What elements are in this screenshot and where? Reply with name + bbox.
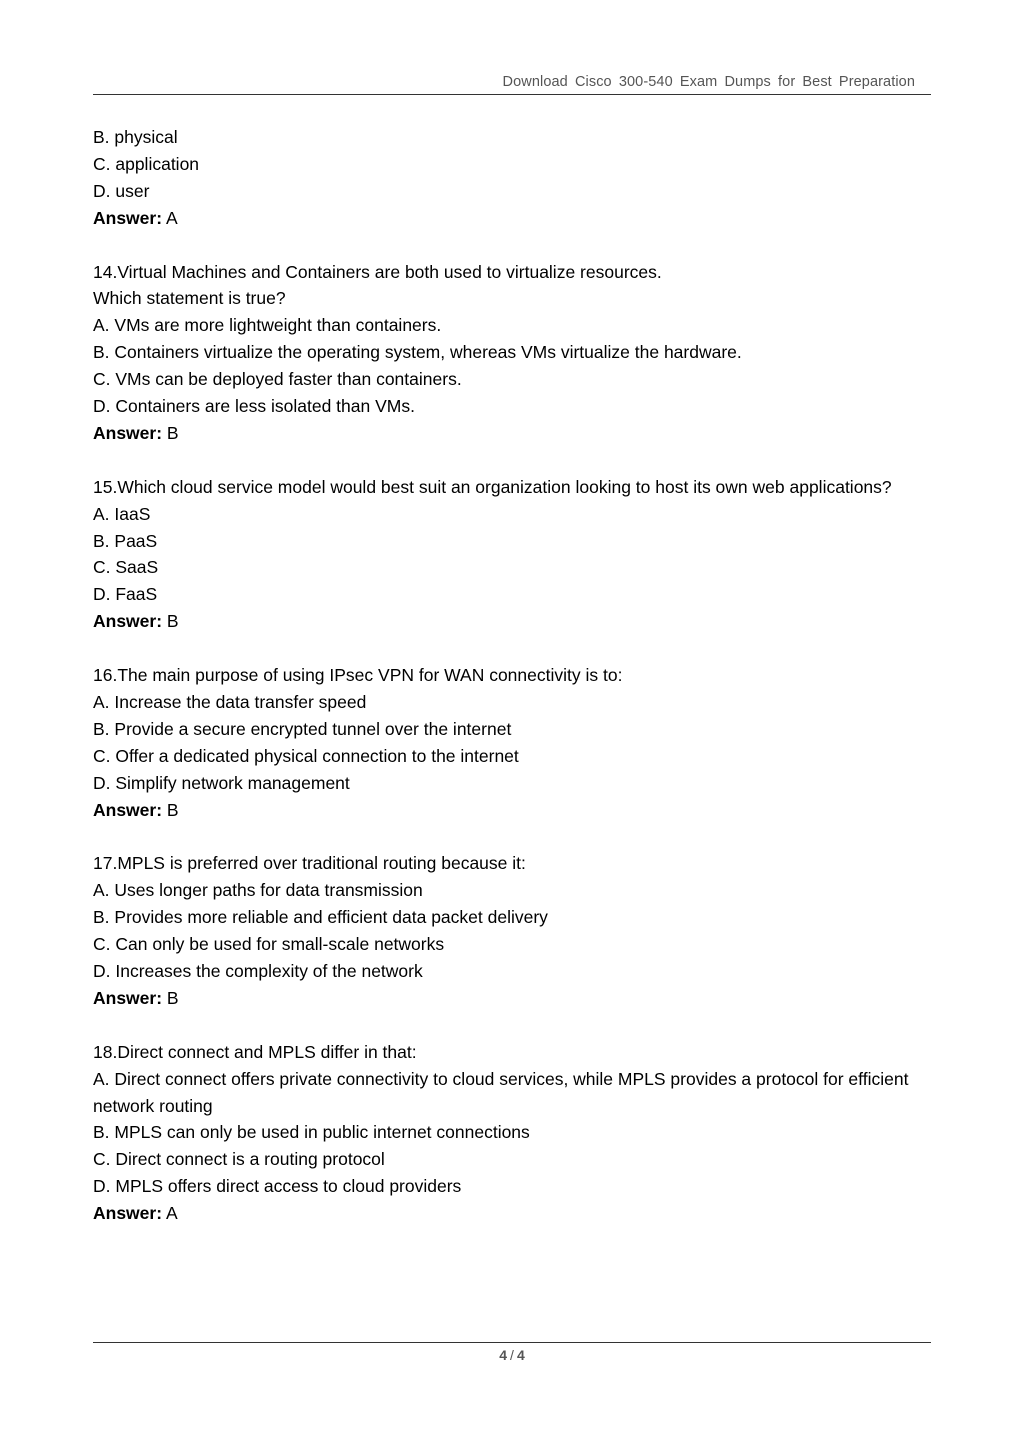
option-c: C. VMs can be deployed faster than containers.	[93, 369, 462, 390]
page-header	[93, 72, 931, 95]
option-d: D. Increases the complexity of the network	[93, 961, 423, 982]
option-c: C. Direct connect is a routing protocol	[93, 1149, 385, 1170]
question-text: 18.Direct connect and MPLS differ in that:	[93, 1041, 417, 1062]
answer-value: B	[162, 987, 179, 1008]
footer-divider	[93, 1342, 931, 1343]
question-fragment	[93, 124, 933, 232]
answer-label: Answer:	[93, 987, 163, 1008]
page-total: 4	[516, 1347, 525, 1363]
question-text: 17.MPLS is preferred over traditional routing because it:	[93, 853, 526, 874]
option-d: D. Simplify network management	[93, 772, 350, 793]
page-number	[0, 1347, 1024, 1363]
option-c: C. Offer a dedicated physical connection to the internet	[93, 745, 519, 766]
answer-value: B	[162, 799, 179, 820]
option-a: A. VMs are more lightweight than containers.	[93, 315, 442, 336]
option-a: A. Increase the data transfer speed	[93, 691, 367, 712]
option-d: D. Containers are less isolated than VMs.	[93, 396, 415, 417]
option-c: C. application	[93, 153, 200, 174]
answer-value: B	[162, 422, 179, 443]
answer-line	[93, 1200, 933, 1227]
answer-label: Answer:	[93, 1203, 163, 1224]
answer-label: Answer:	[93, 799, 163, 820]
answer-line	[93, 608, 933, 635]
question-text: 14.Virtual Machines and Containers are both used to virtualize resources.	[93, 261, 662, 282]
answer-line	[93, 205, 933, 232]
question-15	[93, 474, 933, 635]
question-text: 16.The main purpose of using IPsec VPN for WAN connectivity is to:	[93, 665, 623, 686]
option-d: D. user	[93, 180, 150, 201]
question-18	[93, 1039, 933, 1227]
question-16	[93, 662, 933, 823]
question-17	[93, 850, 933, 1011]
answer-value: A	[162, 1203, 178, 1224]
answer-value: B	[162, 611, 179, 632]
answer-line	[93, 797, 933, 824]
option-b: B. PaaS	[93, 530, 158, 551]
option-b: B. Provide a secure encrypted tunnel over the internet	[93, 718, 512, 739]
option-b: B. MPLS can only be used in public internet connections	[93, 1122, 530, 1143]
answer-line	[93, 985, 933, 1012]
option-d: D. FaaS	[93, 584, 158, 605]
option-d: D. MPLS offers direct access to cloud providers	[93, 1176, 462, 1197]
page-separator: /	[510, 1347, 514, 1363]
option-b: B. Provides more reliable and efficient data packet delivery	[93, 907, 548, 928]
option-a: A. Uses longer paths for data transmission	[93, 880, 423, 901]
option-b: B. physical	[93, 127, 178, 147]
option-b: B. Containers virtualize the operating system, whereas VMs virtualize the hardware.	[93, 342, 742, 363]
page-current: 4	[499, 1347, 508, 1363]
option-a: A. IaaS	[93, 503, 151, 524]
question-text-continued: Which statement is true?	[93, 288, 286, 309]
answer-value: A	[162, 207, 178, 228]
answer-label: Answer:	[93, 611, 163, 632]
question-text: 15.Which cloud service model would best suit an organization looking to host its own web applications?	[93, 476, 892, 497]
header-title: Download Cisco 300-540 Exam Dumps for Best Preparation	[502, 74, 915, 90]
answer-label: Answer:	[93, 207, 163, 228]
question-14	[93, 259, 933, 447]
option-c: C. SaaS	[93, 557, 159, 578]
answer-line	[93, 420, 933, 447]
document-body	[93, 124, 933, 1227]
answer-label: Answer:	[93, 422, 163, 443]
option-c: C. Can only be used for small-scale networks	[93, 934, 445, 955]
option-a: A. Direct connect offers private connectivity to cloud services, while MPLS provides a protocol for efficient network routing	[93, 1068, 909, 1116]
